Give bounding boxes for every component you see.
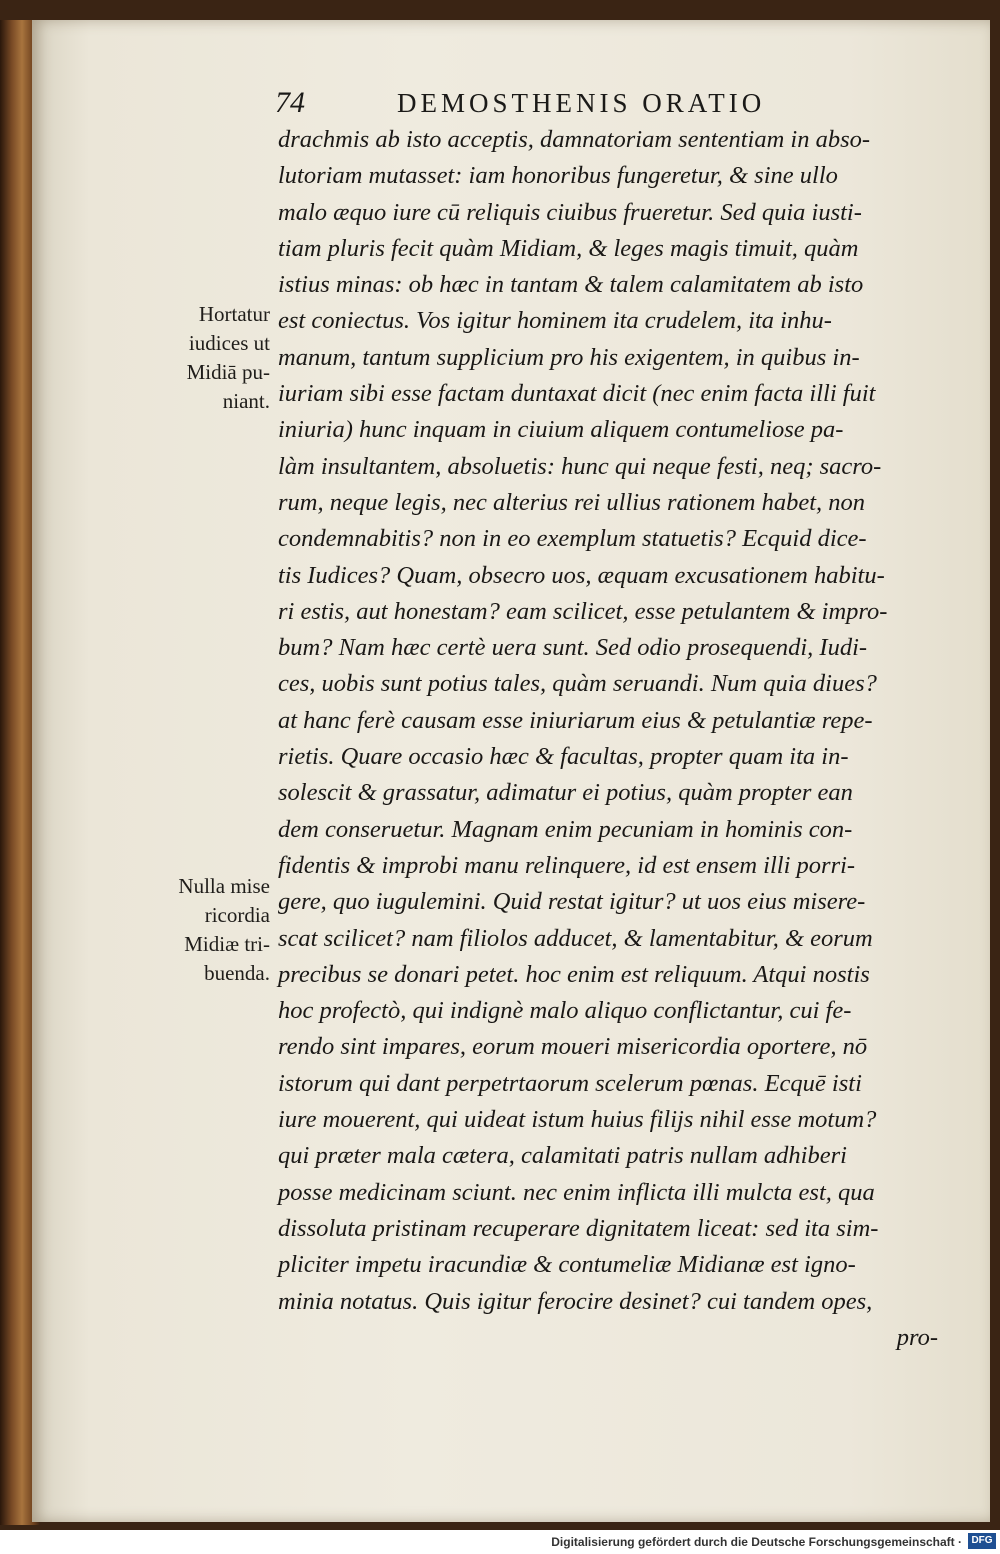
- marginal-line: buenda.: [204, 961, 270, 985]
- text-line: lutoriam mutasset: iam honoribus fungeretur, & sine ullo: [278, 162, 838, 190]
- text-line: tis Iudices? Quam, obsecro uos, æquam excusationem habitu-: [278, 561, 885, 589]
- text-line: solescit & grassatur, adimatur ei potius, quàm propter ean: [278, 779, 853, 807]
- text-line: istorum qui dant perpetrtaorum scelerum pœnas. Ecquē isti: [278, 1069, 862, 1097]
- text-line: gere, quo iugulemini. Quid restat igitur? ut uos eius misere-: [278, 888, 866, 916]
- marginal-line: Nulla mise: [178, 874, 270, 898]
- text-line: malo æquo iure cū reliquis ciuibus frueretur. Sed quia iusti-: [278, 198, 862, 226]
- text-line: condemnabitis? non in eo exemplum statuetis? Ecquid dice-: [278, 525, 867, 553]
- text-line: manum, tantum supplicium pro his exigentem, in quibus in-: [278, 343, 860, 371]
- text-line: iure mouerent, qui uideat istum huius filijs nihil esse motum?: [278, 1106, 877, 1134]
- text-line: pliciter impetu iracundiæ & contumeliæ Midianæ est igno-: [278, 1251, 856, 1279]
- text-line: rietis. Quare occasio hæc & facultas, propter quam ita in-: [278, 743, 849, 771]
- text-line: bum? Nam hæc certè uera sunt. Sed odio prosequendi, Iudi-: [278, 634, 868, 662]
- marginal-line: Hortatur: [198, 302, 270, 326]
- marginal-line: Midiæ tri-: [184, 932, 270, 956]
- marginal-line: iudices ut: [188, 331, 270, 355]
- text-line: istius minas: ob hæc in tantam & talem calamitatem ab isto: [278, 271, 864, 299]
- footer-bar: [0, 1530, 1000, 1554]
- marginal-line: ricordia: [204, 903, 270, 927]
- text-line: tiam pluris fecit quàm Midiam, & leges magis timuit, quàm: [278, 234, 859, 262]
- text-line: rum, neque legis, nec alterius rei ullius rationem habet, non: [278, 488, 866, 516]
- dfg-logo-icon: DFG: [968, 1533, 996, 1549]
- text-line: at hanc ferè causam esse iniuriarum eius & petulantiæ repe-: [278, 706, 873, 734]
- text-line: precibus se donari petet. hoc enim est reliquum. Atqui nostis: [278, 960, 870, 988]
- text-line: ri estis, aut honestam? eam scilicet, esse petulantem & impro-: [278, 597, 888, 625]
- marginal-note-2: [140, 872, 270, 988]
- text-line: dissoluta pristinam recuperare dignitatem liceat: sed ita sim-: [278, 1214, 879, 1242]
- text-line: dem conseruetur. Magnam enim pecuniam in hominis con-: [278, 815, 853, 843]
- footer-credit: Digitalisierung gefördert durch die Deutsche Forschungsgemeinschaft ·: [551, 1535, 962, 1549]
- catchword: pro-: [896, 1323, 938, 1351]
- marginal-line: Midiā pu-: [186, 360, 270, 384]
- text-line: qui præter mala cætera, calamitati patris nullam adhiberi: [278, 1142, 847, 1170]
- text-line: fidentis & improbi manu relinquere, id est ensem illi porri-: [278, 851, 856, 879]
- text-line: drachmis ab isto acceptis, damnatoriam sententiam in abso-: [278, 126, 871, 153]
- text-line: minia notatus. Quis igitur ferocire desinet? cui tandem opes,: [278, 1287, 873, 1315]
- text-line: ces, uobis sunt potius tales, quàm seruandi. Num quia diues?: [278, 670, 877, 698]
- text-line: est coniectus. Vos igitur hominem ita crudelem, ita inhu-: [278, 307, 832, 335]
- text-line: iuriam sibi esse factam duntaxat dicit (nec enim facta illi fuit: [278, 380, 876, 408]
- text-line: scat scilicet? nam filiolos adducet, & lamentabitur, & eorum: [278, 924, 873, 952]
- text-line: posse medicinam sciunt. nec enim inflicta illi mulcta est, qua: [278, 1178, 875, 1206]
- running-head: [275, 86, 835, 122]
- text-line: iniuria) hunc inquam in ciuium aliquem contumeliose pa-: [278, 416, 844, 444]
- text-line: hoc profectò, qui indignè malo aliquo conflictantur, cui fe-: [278, 997, 852, 1025]
- marginal-note-1: [140, 300, 270, 416]
- text-line: rendo sint impares, eorum moueri misericordia oportere, nō: [278, 1033, 868, 1061]
- page-number: 74: [275, 86, 305, 119]
- text-line: làm insultantem, absoluetis: hunc qui neque festi, neq; sacro-: [278, 452, 882, 480]
- marginal-line: niant.: [222, 389, 270, 413]
- body-text: [278, 122, 938, 1356]
- running-title: DEMOSTHENIS ORATIO: [397, 88, 766, 118]
